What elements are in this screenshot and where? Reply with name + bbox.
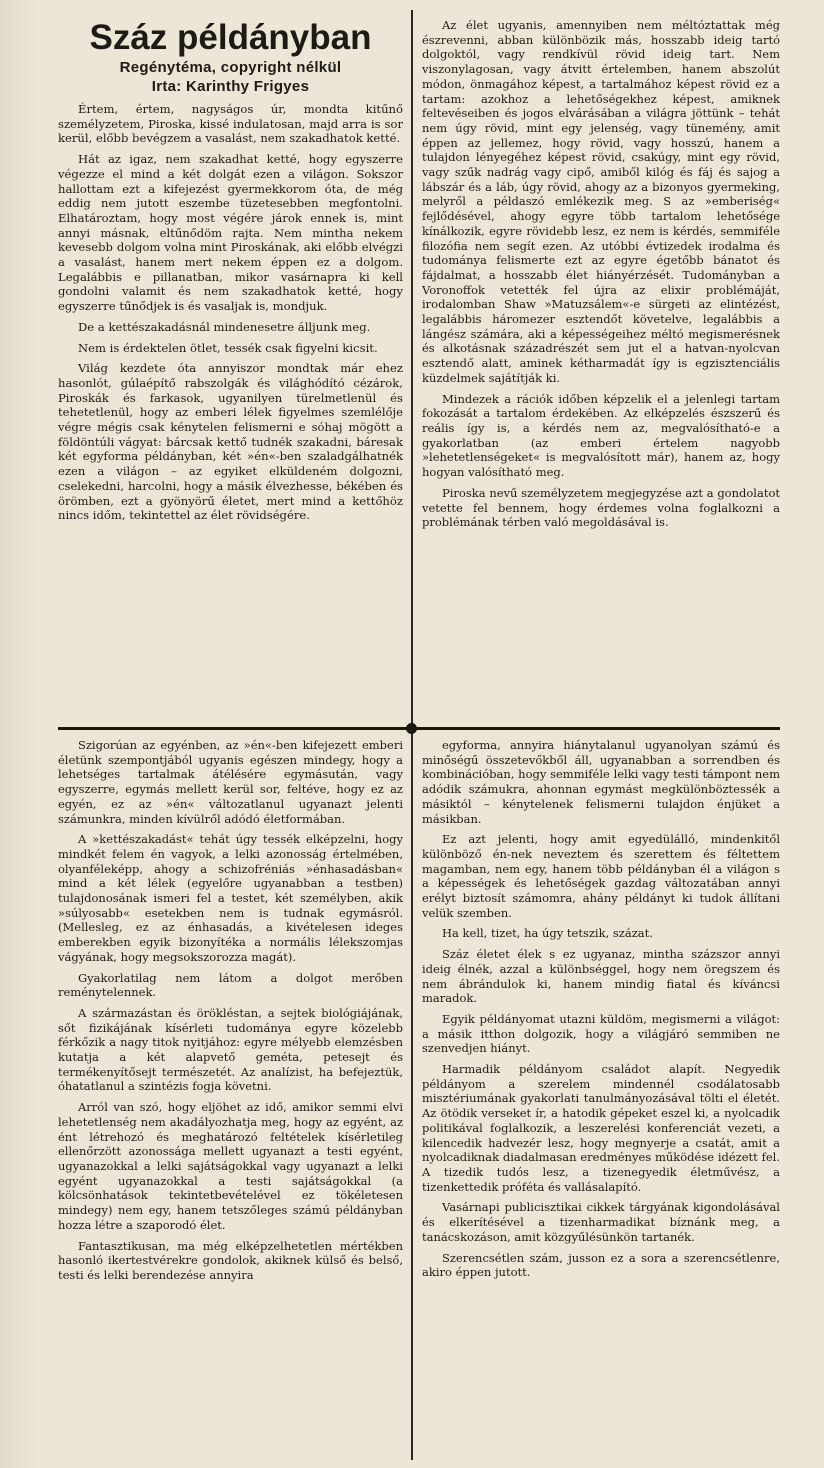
- column-bottom-left: [58, 738, 403, 1460]
- paragraph: Gyakorlatilag nem látom a dolgot merőben reménytelennek.: [58, 970, 403, 1000]
- article-author: Irta: Karinthy Frigyes: [151, 78, 310, 95]
- column-divider: [411, 10, 413, 1460]
- paragraph: egyforma, annyira hiánytalanul ugyanolyan számú és minőségű összetevőkből áll, ugyanabban a sorrendben és kombinációban, hogy semmiféle lelki vagy testi támpont nem adódik számukra, ahonnan egymást megkülönböztessék a másiktól – kénytelenek felismerni tulajdon énjüket a másikban.: [422, 738, 780, 826]
- paragraph: Szigorúan az egyénben, az »én«-ben kifejezett emberi életünk szempontjából ugyanis egészen mindegy, hogy a lehetséges tartalmak átélésére egymásután, vagy egyszerre, egymás mellett kerül sor, feltéve, hogy ez az egyén, ez az »én« változatlanul ugyanazt jelenti számunkra, minden kívülről adódó életformában.: [58, 738, 403, 826]
- paragraph: Az élet ugyanis, amennyiben nem méltóztattak még észrevenni, abban különbözik más, hosszabb ideig tartó dolgoktól, vagy rendkívül rövid ideig tart. Nem viszonylagosan, vagy átvitt értelemben, hanem abszolút módon, önmagához képest, a tartalmához képest rövid ez a tartam: azokhoz a lehetőségekhez képest, amiknek feltevéseiben és jogos elvárásában a világra jöttünk – tehát nem úgy rövid, mint egy jelenség, vagy tünemény, amit éppen az jellemez, hogy rövid, vagy hosszú, hanem a tulajdon lényegéhez képest rövid, csakúgy, mint egy rövid, vagy szűk nadrág vagy cipő, amiből kilóg és fáj és sajog a lábszár és a láb, úgy rövid, ahogy az a bizonyos gyermeking, melyről a példaszó emlékezik meg. S az »emberiség« fejlődésével, ahogy egyre több tartalom lehetősége kínálkozik, egyre rövidebb lesz, ez nem is kérdés, semmiféle filozófia nem segít ezen. Az utóbbi évtizedek irodalma és tudománya felismerte ezt az egyre égetőbb bánatot és fájdalmat, a hosszabb élet hiányérzését. Tudományban a Voronoffok vetették fel újra az elixir problémáját, irodalomban Shaw »Matuzsálem«-e sürgeti az elintézést, legalábbis háromezer esztendőt követelve, legalábbis a lángész számára, aki a képességeihez méltó megismerésnek és alkotásnak századrészét sem jut el a hatvan-nyolcvan esztendő alatt, aminek kétharmadát így is egzisztenciális küzdelmek sajátítják ki.: [422, 18, 780, 385]
- paragraph: Mindezek a rációk időben képzelik el a jelenlegi tartam fokozását a tartalom érdekében. Az elképzelés észszerű és reális így is, a kérdés nem az, megvalósítható-e a gyakorlatban (az emberi értelem nagyobb »lehetetlenségeket« is megvalósított már), hanem az, hogy hogyan valósítható meg.: [422, 391, 780, 480]
- paragraph: Értem, értem, nagyságos úr, mondta kitűnő személyzetem, Piroska, kissé indulatosan, majd arra is sor kerül, előbb bevégzem a vasalást, nem szakadhatok ketté.: [58, 102, 403, 146]
- paragraph: Fantasztikusan, ma még elképzelhetetlen mértékben hasonló ikertestvérekre gondolok, akiknek külső és belső, testi és lelki berendezése annyira: [58, 1238, 403, 1282]
- paragraph: Nem is érdektelen ötlet, tessék csak figyelni kicsit.: [78, 340, 378, 355]
- paragraph: Piroska nevű személyzetem megjegyzése azt a gondolatot vetette fel bennem, hogy érdemes volna foglalkozni a problémának térben való megoldásával is.: [422, 485, 780, 530]
- paragraph: A »kettészakadást« tehát úgy tessék elképzelni, hogy mindkét felem én vagyok, a lelki azonosság értelmében, olyanféleképp, ahogy a schizofréniás »énhasadásban« mind a két lélek (egyelőre ugyanabban a testben) tulajdonosának ismeri fel a testet, két személyben, akik »súlyosabb« esetekben nem is tudnak egymásról. (Mellesleg, ez az énhasadás, a kivételesen ideges emberekben egyik bizonyítéka a normális lélekszomjas vágyának, hogy megsokszorozza magát).: [58, 832, 403, 964]
- paragraph: Világ kezdete óta annyiszor mondtak már ehez hasonlót, gúlaépítő rabszolgák és világhódító cézárok, Piroskák és farkasok, ugyanilyen türelmetlenül és tehetetlenül, hogy az emberi lélek figyelmes szemlélője végre mégis csak kénytelen felismerni e sóhaj mögött a földöntúli vágyat: bárcsak kettő tudnék szakadni, báresak két egyforma példányban, két »én«-ben szaladgálhatnék ezen a világon – az egyiket elküldeném dolgozni, cselekedni, harcolni, hogy a másik élvezhesse, békében és örömben, ezt a gyönyörű életet, mert mind a kettőhöz nincs időm, tekintettel az élet rövidségére.: [58, 361, 403, 523]
- column-bottom-right: [422, 738, 780, 1460]
- column-top-left: [58, 18, 403, 718]
- paragraph: Vasárnapi publicisztikai cikkek tárgyának kigondolásával és elkerítésével a tizenharmadikat bíznánk meg, a tanácskozáson, amit közgyűlésünkön tartanék.: [422, 1200, 780, 1244]
- paragraph: Ez azt jelenti, hogy amit egyedülálló, mindenkitől különböző én-nek neveztem és szerettem és féltettem magamban, nem egy, hanem több példányban él a világon s a képességek és lehetőségek gazdag változatában annyi erélyt biztosít számomra, ahány példányt ki tudok állítani velük szemben.: [422, 832, 780, 920]
- paragraph: Arról van szó, hogy eljöhet az idő, amikor semmi elvi lehetetlenség nem akadályozhatja meg, hogy az egyént, az ént létrehozó és meghatározó feltételek kísérletileg ellenőrzött azonossága mellett ugyanazt a testi egyént, ugyanazokkal a lelki sajátságokkal vagy ugyanazt a lelki egyént ugyanazokkal a testi sajátságokkal (a kölcsönhatások tekintetbevételével ez tökéletesen mindegy) nem egy, hanem tetszőleges számú példányban hozza létre a szaporodó élet.: [58, 1100, 403, 1232]
- paragraph: Hát az igaz, nem szakadhat ketté, hogy egyszerre végezze el mind a két dolgát ezen a világon. Sokszor hallottam ezt a kifejezést gyermekkorom óta, de még eddig nem jutott eszembe tüzetesebben megfontolni. Elhatároztam, hogy most végére járok ennek is, mint annyi másnak, eltűnődöm rajta. Nem mintha nekem kevesebb dolgom volna mint Piroskának, aki előbb elvégzi a vasalást, hanem mert nekem éppen ez a dolgom. Legalábbis e pillanatban, mikor vasárnapra ki kell gondolni valamit és nem szakadhatok ketté, hogy egyszerre tűnődjek is és vasaljak is, mondjuk.: [58, 152, 403, 314]
- section-divider: [58, 727, 780, 730]
- paragraph: A származástan és örökléstan, a sejtek biológiájának, sőt fizikájának kísérleti tudománya egyre közelebb férkőzik a nagy titok nyitjához: egyre mélyebb elemzésben kutatja a két alapvető geméta, petesejt és termékenyítősejt természetét. Az analízist, ha befejeztük, óhatatlanul a szintézis fogja követni.: [58, 1005, 403, 1094]
- column-top-right: [422, 18, 780, 718]
- page-edge: [0, 0, 40, 1468]
- article-subtitle: Regénytéma, copyright nélkül: [119, 59, 342, 76]
- paragraph: Ha kell, tizet, ha úgy tetszik, százat.: [442, 926, 653, 941]
- paragraph: Száz életet élek s ez ugyanaz, mintha százszor annyi ideig élnék, azzal a különbséggel, hogy nem öregszem és nem ábrándulok ki, hanem mindig fiatal és kíváncsi maradok.: [422, 947, 780, 1006]
- divider-cross-mark: [406, 723, 417, 734]
- paragraph: Harmadik példányom családot alapít. Negyedik példányom a szerelem mindennél csodálatosabb misztériumának gyakorlati tanulmányozásával tölti el életét. Az ötödik verseket ír, a hatodik gépeket eszel ki, a nyolcadik politikával foglalkozik, a leszerelési konferenciát vezeti, a kilencedik hadvezér lesz, hogy megnyerje a csatát, amit a nyolcadiknak diadalmasan eredményes működése idézett fel. A tizedik tudós lesz, a tizenegyedik életművész, a tizenkettedik próféta és vallásalapító.: [422, 1062, 780, 1194]
- paragraph: De a kettészakadásnál mindenesetre álljunk meg.: [78, 319, 371, 334]
- article-title: Száz példányban: [89, 18, 372, 57]
- paragraph: Egyik példányomat utazni küldöm, megismerni a világot: a másik itthon dolgozik, hogy a világjáró semmiben ne szenvedjen hiányt.: [422, 1011, 780, 1056]
- paragraph: Szerencsétlen szám, jusson ez a sora a szerencsétlenre, akiro éppen jutott.: [422, 1250, 780, 1280]
